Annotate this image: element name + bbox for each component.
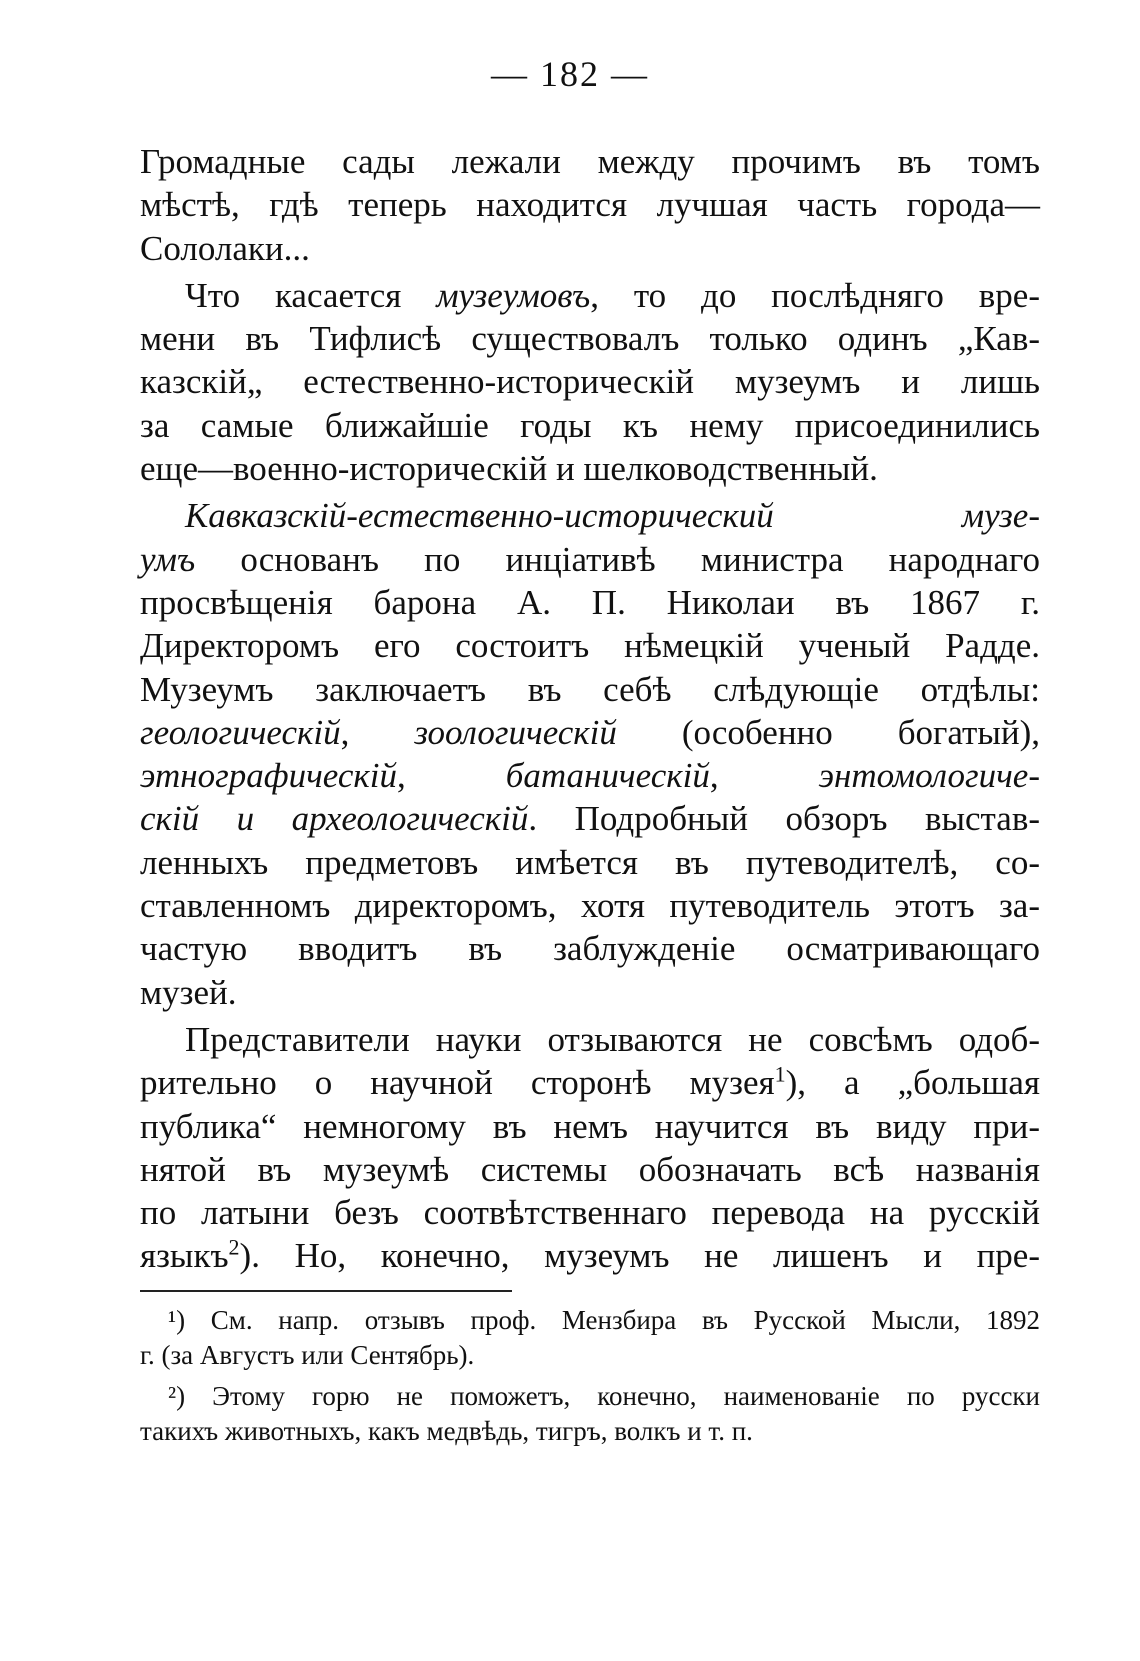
footnote: [140, 1379, 1040, 1449]
text-line: ленныхъ предметовъ имѣется въ путеводителѣ, со-: [140, 842, 1040, 882]
italic-term: энтомологиче-: [818, 756, 1040, 796]
footnote-line: такихъ животныхъ, какъ медвѣдь, тигръ, волкъ и т. п.: [140, 1416, 753, 1446]
footnote-line: г. (за Августъ или Сентябрь).: [140, 1340, 475, 1370]
main-text: [140, 140, 1040, 1278]
text-line: еще—военно-историческій и шелководственный.: [140, 449, 878, 489]
text-line: нятой въ музеумѣ системы обозначать всѣ названія: [140, 1149, 1040, 1189]
italic-term: музеумовъ: [436, 275, 591, 315]
paragraph: [140, 274, 1040, 490]
paragraph: [140, 1018, 1040, 1278]
italic-term: батаническій: [505, 756, 710, 796]
text-line: по латыни безъ соотвѣтственнаго перевода на русскій: [140, 1193, 1040, 1233]
text-line: скій и археологическій. Подробный обзоръ выстав-: [140, 799, 1040, 839]
text-line: языкъ$^2$). Но, конечно, музеумъ не лишенъ и пре-: [140, 1234, 1040, 1276]
text-line: [140, 494, 1040, 537]
text-line: Музеумъ заключаетъ въ себѣ слѣдующіе отдѣлы:: [140, 669, 1040, 709]
footnote-line: ¹) См. напр. отзывъ проф. Мензбира въ Русской Мысли, 1892: [168, 1305, 1040, 1335]
italic-term: Кавказскій-естественно-исторический музе-: [185, 496, 1040, 536]
footnote: [140, 1303, 1040, 1373]
text-line: Директоромъ его состоитъ нѣмецкій ученый Радде.: [140, 626, 1040, 666]
text-line: казскій„ естественно-историческій музеумъ и лишь: [140, 362, 1040, 402]
footnotes: [140, 1303, 1040, 1449]
italic-term: скій и археологическій: [140, 799, 529, 839]
paragraph: [140, 140, 1040, 270]
page-number: — 182 —: [491, 54, 649, 94]
text-line: геологическій, зоологическій (особенно богатый),: [140, 712, 1040, 752]
text-line: Громадные сады лежали между прочимъ въ томъ: [140, 142, 1040, 181]
paragraph: [140, 494, 1040, 1014]
text-line: частую вводитъ въ заблужденіе осматривающаго: [140, 929, 1040, 969]
text-line: публика“ немногому въ немъ научится въ виду при-: [140, 1106, 1040, 1146]
footnote-divider: [140, 1290, 512, 1292]
italic-term: зоологическій: [414, 712, 617, 752]
text-line: этнографическій, батаническій, энтомологиче-: [140, 756, 1040, 796]
italic-term: умъ: [140, 539, 196, 579]
footnote-ref: 2: [228, 1234, 240, 1260]
text-line: Сололаки...: [140, 228, 310, 268]
italic-term: этнографическій: [140, 756, 398, 796]
text-line: Что касается музеумовъ, то до послѣдняго вре-: [185, 275, 1040, 315]
text-line: ставленномъ директоромъ, хотя путеводитель этотъ за-: [140, 886, 1040, 926]
text-line: рительно о научной сторонѣ музея$^1$), а „большая: [140, 1061, 1040, 1103]
text-line: просвѣщенія барона А. П. Николаи въ 1867 г.: [140, 582, 1040, 622]
text-line: мѣстѣ, гдѣ теперь находится лучшая часть города—: [140, 185, 1040, 225]
text-line: музей.: [140, 972, 237, 1012]
text-line: Представители науки отзываются не совсѣмъ одоб-: [185, 1019, 1040, 1059]
footnote-line: ²) Этому горю не поможетъ, конечно, наименованіе по русски: [168, 1381, 1040, 1411]
italic-term: геологическій: [140, 712, 341, 752]
text-line: умъ основанъ по инціативѣ министра народнаго: [140, 539, 1040, 579]
text-line: мени въ Тифлисѣ существовалъ только одинъ „Кав-: [140, 319, 1040, 359]
text-line: за самые ближайшіе годы къ нему присоединились: [140, 405, 1040, 445]
footnote-ref: 1: [774, 1061, 786, 1087]
